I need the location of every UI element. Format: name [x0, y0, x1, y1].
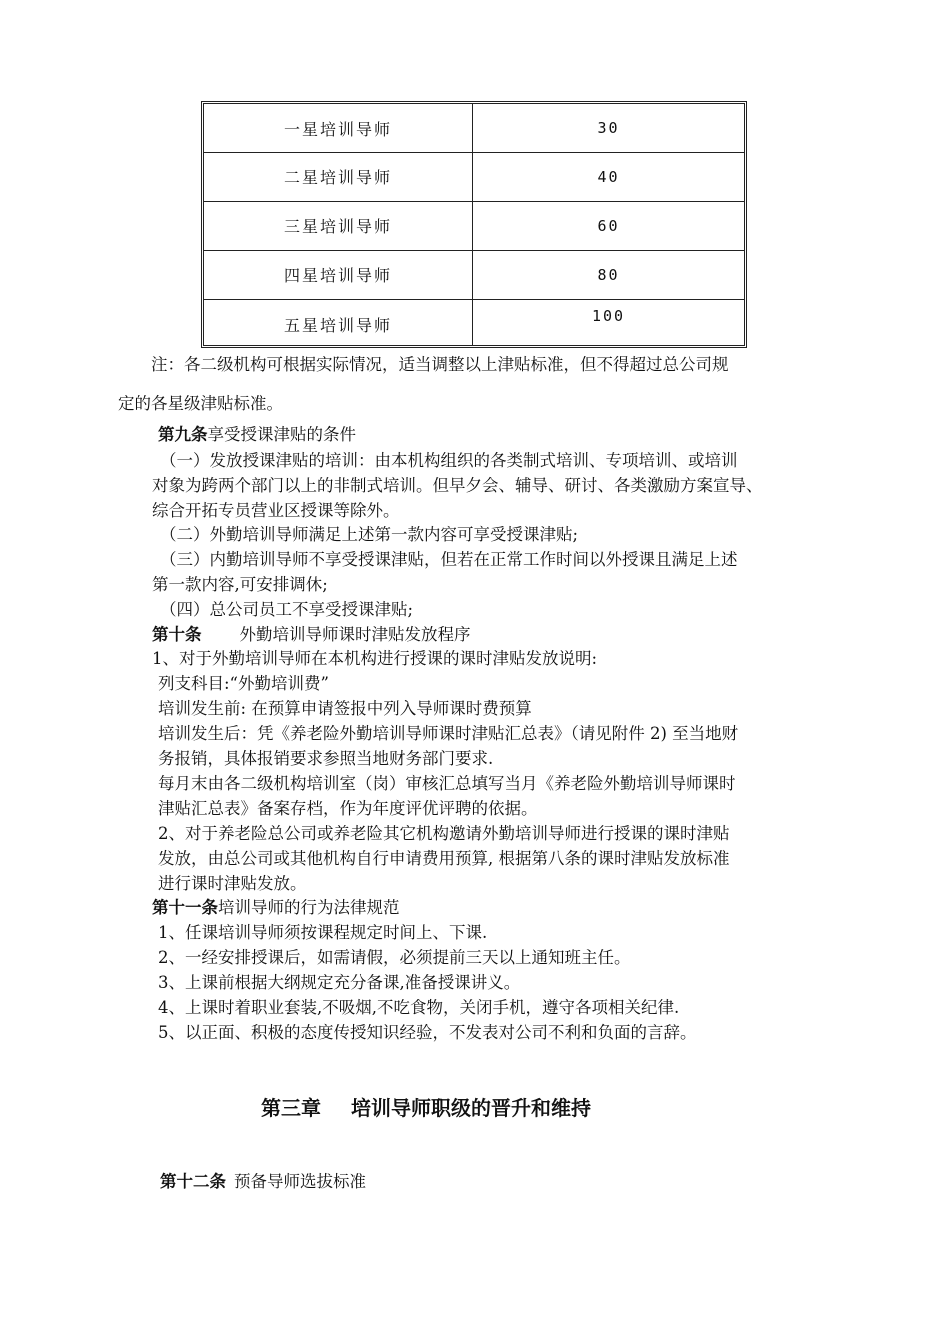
list-item: 4、上课时着职业套装,不吸烟,不吃食物，关闭手机，遵守各项相关纪律. — [158, 998, 680, 1017]
table-row — [204, 152, 744, 202]
article-9-para-3-line-2: 第一款内容,可安排调休; — [152, 575, 328, 594]
chapter-3-number: 第三章 — [261, 1096, 321, 1120]
article-10-line-8: 2、对于养老险总公司或养老险其它机构邀请外勤培训导师进行授课的课时津贴 — [158, 824, 730, 843]
article-9-para-1-line-2: 对象为跨两个部门以上的非制式培训。但早夕会、辅导、研讨、各类激励方案宣导、 — [152, 476, 763, 495]
allowance-value-cell: 40 — [597, 167, 620, 186]
article-11-number: 第十一条 — [152, 898, 218, 917]
article-10-line-5: 务报销，具体报销要求参照当地财务部门要求. — [158, 749, 494, 768]
article-9-para-1-line-1: （一）发放授课津贴的培训：由本机构组织的各类制式培训、专项培训、或培训 — [160, 451, 738, 470]
article-10-title: 外勤培训导师课时津贴发放程序 — [239, 625, 471, 644]
table-row — [204, 201, 744, 251]
article-10-line-3: 培训发生前: 在预算申请签报中列入导师课时费预算 — [158, 699, 532, 718]
allowance-table — [201, 101, 747, 348]
article-11-heading-line — [152, 898, 400, 918]
table-row — [204, 104, 744, 153]
article-10-line-10: 进行课时津贴发放。 — [158, 874, 307, 893]
article-12-title: 预备导师选拔标准 — [234, 1172, 366, 1191]
note-line-1: 注：各二级机构可根据实际情况，适当调整以上津贴标准，但不得超过总公司规 — [151, 355, 729, 374]
article-10-line-7: 津贴汇总表》备案存档，作为年度评优评聘的依据。 — [158, 799, 538, 818]
article-10-heading-line — [152, 625, 471, 645]
article-9-heading-line — [158, 425, 356, 445]
article-10-line-2: 列支科目:“外勤培训费” — [158, 674, 329, 693]
allowance-value-cell: 60 — [597, 216, 620, 235]
allowance-value-cell: 100 — [591, 307, 626, 325]
article-9-number: 第九条 — [158, 425, 208, 444]
allowance-value-cell: 30 — [597, 119, 620, 137]
list-item: 3、上课前根据大纲规定充分备课,准备授课讲义。 — [158, 973, 521, 992]
chapter-3-title: 培训导师职级的晋升和维持 — [351, 1096, 591, 1120]
tutor-level-cell: 三星培训导师 — [283, 217, 392, 236]
list-item: 5、以正面、积极的态度传授知识经验，不发表对公司不利和负面的言辞。 — [158, 1023, 697, 1042]
article-10-number: 第十条 — [152, 625, 202, 644]
tutor-level-cell: 四星培训导师 — [283, 266, 392, 285]
list-item: 1、任课培训导师须按课程规定时间上、下课. — [158, 923, 488, 942]
article-9-para-2: （二）外勤培训导师满足上述第一款内容可享受授课津贴; — [160, 525, 579, 544]
article-10-line-6: 每月末由各二级机构培训室（岗）审核汇总填写当月《养老险外勤培训导师课时 — [158, 774, 736, 793]
article-9-para-4: （四）总公司员工不享受授课津贴; — [160, 600, 414, 619]
table-row — [204, 250, 744, 300]
article-11-title: 培训导师的行为法律规范 — [218, 898, 400, 917]
article-12-heading-line — [160, 1172, 366, 1192]
article-9-title: 享受授课津贴的条件 — [207, 425, 356, 444]
tutor-level-cell: 五星培训导师 — [283, 315, 392, 335]
article-10-line-1: 1、对于外勤培训导师在本机构进行授课的课时津贴发放说明: — [152, 649, 598, 668]
table-row — [204, 299, 744, 345]
tutor-level-cell: 一星培训导师 — [283, 119, 392, 139]
allowance-value-cell: 80 — [597, 265, 620, 284]
article-10-line-4: 培训发生后：凭《养老险外勤培训导师课时津贴汇总表》（请见附件 2) 至当地财 — [158, 724, 739, 743]
article-9-para-3-line-1: （三）内勤培训导师不享受授课津贴，但若在正常工作时间以外授课且满足上述 — [160, 550, 738, 569]
note-line-2: 定的各星级津贴标准。 — [118, 394, 283, 413]
chapter-3-heading — [261, 1095, 591, 1121]
list-item: 2、一经安排授课后，如需请假，必须提前三天以上通知班主任。 — [158, 948, 631, 967]
article-9-para-1-line-3: 综合开拓专员营业区授课等除外。 — [152, 501, 400, 520]
tutor-level-cell: 二星培训导师 — [283, 168, 392, 187]
article-10-line-9: 发放，由总公司或其他机构自行申请费用预算, 根据第八条的课时津贴发放标准 — [158, 849, 730, 868]
article-12-number: 第十二条 — [160, 1172, 226, 1191]
